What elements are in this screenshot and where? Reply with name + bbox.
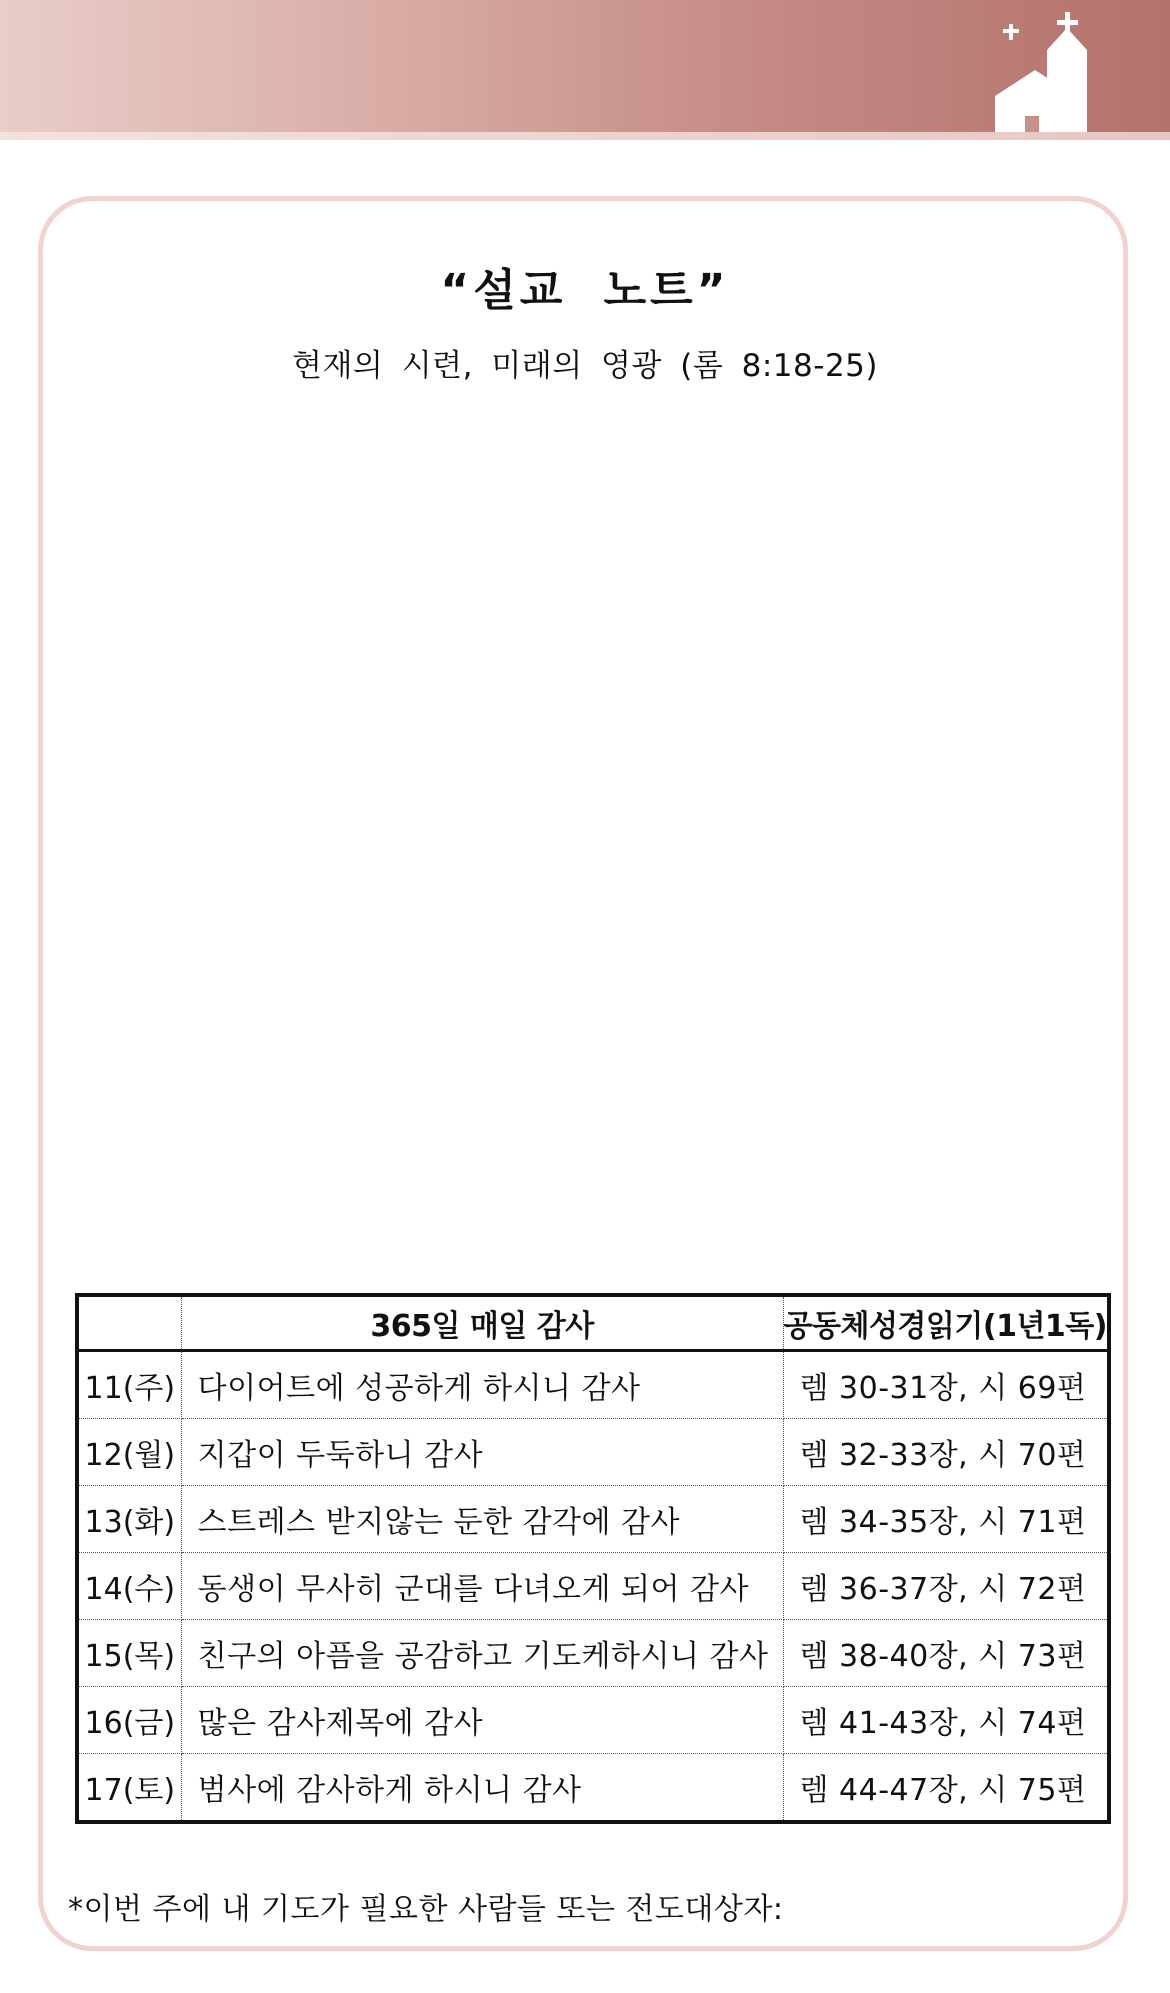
- reading-cell: 렘 44-47장, 시 75편: [799, 1773, 1087, 1808]
- gratitude-reading-table: [75, 1293, 1111, 1824]
- gratitude-cell: 다이어트에 성공하게 하시니 감사: [181, 1351, 783, 1419]
- table-row: [77, 1351, 1109, 1419]
- reading-cell: 렘 36-37장, 시 72편: [783, 1553, 1109, 1620]
- table-row: [77, 1620, 1109, 1687]
- day-cell: 16(금): [77, 1687, 181, 1754]
- day-cell: 15(목): [77, 1620, 181, 1687]
- note-title: “설교 노트”: [440, 265, 730, 316]
- day-cell: 14(수): [77, 1553, 181, 1620]
- gratitude-cell: 많은 감사제목에 감사: [181, 1687, 783, 1754]
- church-icon: [985, 8, 1115, 140]
- sermon-subtitle: 현재의 시련, 미래의 영광 (롬 8:18-25): [292, 348, 878, 384]
- table-row: [77, 1419, 1109, 1486]
- table-header-row: [77, 1295, 1109, 1351]
- table-row: [77, 1553, 1109, 1620]
- header-band: [0, 0, 1170, 138]
- table-row: [77, 1754, 1109, 1823]
- day-cell: 12(월): [77, 1419, 181, 1486]
- reading-cell: 렘 32-33장, 시 70편: [783, 1419, 1109, 1486]
- reading-cell: 렘 34-35장, 시 71편: [783, 1486, 1109, 1553]
- header-gratitude: 365일 매일 감사: [181, 1295, 783, 1351]
- prayer-request-prompt: *이번 주에 내 기도가 필요한 사람들 또는 전도대상자:: [68, 1892, 784, 1927]
- table-row: [77, 1486, 1109, 1553]
- header-reading: 공동체성경읽기(1년1독): [783, 1295, 1109, 1351]
- reading-cell: 렘 41-43장, 시 74편: [783, 1687, 1109, 1754]
- header-day: [77, 1295, 181, 1351]
- reading-cell: 렘 30-31장, 시 69편: [783, 1351, 1109, 1419]
- gratitude-cell: 범사에 감사하게 하시니 감사: [181, 1754, 783, 1823]
- table-row: [77, 1687, 1109, 1754]
- day-cell: 13(화): [77, 1486, 181, 1553]
- reading-cell: 렘 38-40장, 시 73편: [783, 1620, 1109, 1687]
- gratitude-cell: 친구의 아픔을 공감하고 기도케하시니 감사: [181, 1620, 783, 1687]
- gratitude-cell: 스트레스 받지않는 둔한 감각에 감사: [181, 1486, 783, 1553]
- day-cell: 17(토): [77, 1754, 181, 1823]
- gratitude-cell: 지갑이 두둑하니 감사: [181, 1419, 783, 1486]
- gratitude-cell: 동생이 무사히 군대를 다녀오게 되어 감사: [181, 1553, 783, 1620]
- day-cell: 11(주): [77, 1351, 181, 1419]
